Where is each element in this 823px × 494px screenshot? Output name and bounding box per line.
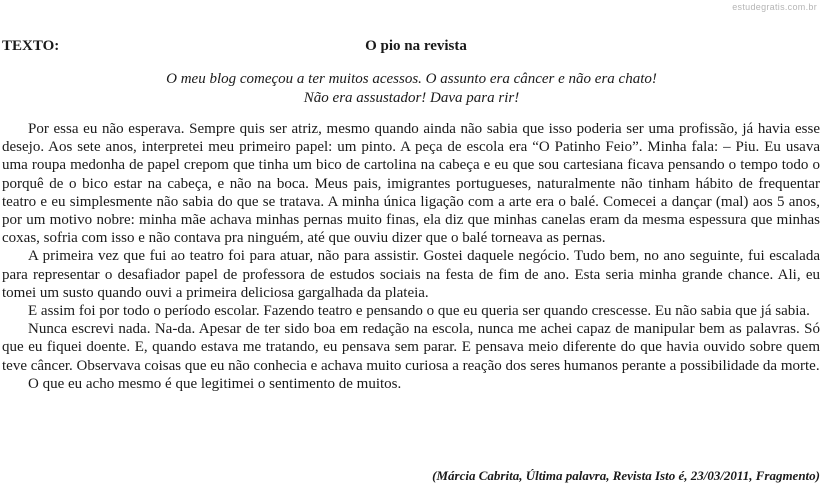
text-title-wrapper (2, 38, 820, 55)
epigraph-line-1: O meu blog começou a ter muitos acessos. O assunto era câncer e não era chato! (166, 71, 657, 87)
paragraph-4: Nunca escrevi nada. Na-da. Apesar de ter sido boa em redação na escola, nunca me achei capaz de manipular bem as palavras. Só que eu fiquei doente. E, quando estava me tratando, eu pensava sem parar. E pensava meio diferente do que havia ouvido sobre quem teve câncer. Observava coisas que eu não conhecia e achava muito curiosa a reação dos seres humanos perante a possibilidade da morte. (2, 321, 820, 374)
epigraph (0, 70, 823, 108)
source-citation: (Márcia Cabrita, Última palavra, Revista Isto é, 23/03/2011, Fragmento) (432, 468, 820, 483)
text-title: O pio na revista (365, 38, 467, 54)
paragraph-2: A primeira vez que fui ao teatro foi para atuar, não para assistir. Gostei daquele negócio. Tudo bem, no ano seguinte, fui escalada para representar o desafiador papel de professora de estudos sociais na festa de fim de ano. Esta seria minha grande chance. Ali, eu tomei um susto quando ouvi a primeira deliciosa gargalhada da plateia. (2, 248, 820, 301)
paragraph-3: E assim foi por todo o período escolar. Fazendo teatro e pensando o que eu queria ser quando crescesse. Eu não sabia que já sabia. (28, 303, 810, 320)
text-label: TEXTO: (2, 38, 60, 54)
watermark: estudegratis.com.br (732, 2, 817, 12)
paragraph-1: Por essa eu não esperava. Sempre quis ser atriz, mesmo quando ainda não sabia que isso poderia ser uma profissão, já havia esse desejo. Aos sete anos, interpretei meu primeiro papel: um pinto. A peça de escola era “O Patinho Feio”. Minha fala: – Piu. Eu usava uma roupa medonha de papel crepom que tinha um bico de cartolina na cabeça e eu que sou cartesiana ficava pensando o tempo todo o porquê de o bico estar na cabeça, e não na boca. Meus pais, imigrantes portugueses, naturalmente não tinham hábito de frequentar teatro e eu simplesmente não sabia do que se tratava. A minha única ligação com a arte era o balé. Comecei a dançar (mal) aos 5 anos, por um motivo nobre: minha mãe achava minhas pernas muito finas, ela diz que minhas canelas eram da mesma espessura que minhas coxas, sofria com isso e não contava pra ninguém, até que ouviu dizer que o balé torneava as pernas. (2, 121, 820, 247)
paragraph-5: O que eu acho mesmo é que legitimei o sentimento de muitos. (28, 375, 402, 392)
text-header (2, 38, 820, 58)
body-text (2, 120, 820, 393)
epigraph-line-2: Não era assustador! Dava para rir! (303, 90, 520, 106)
